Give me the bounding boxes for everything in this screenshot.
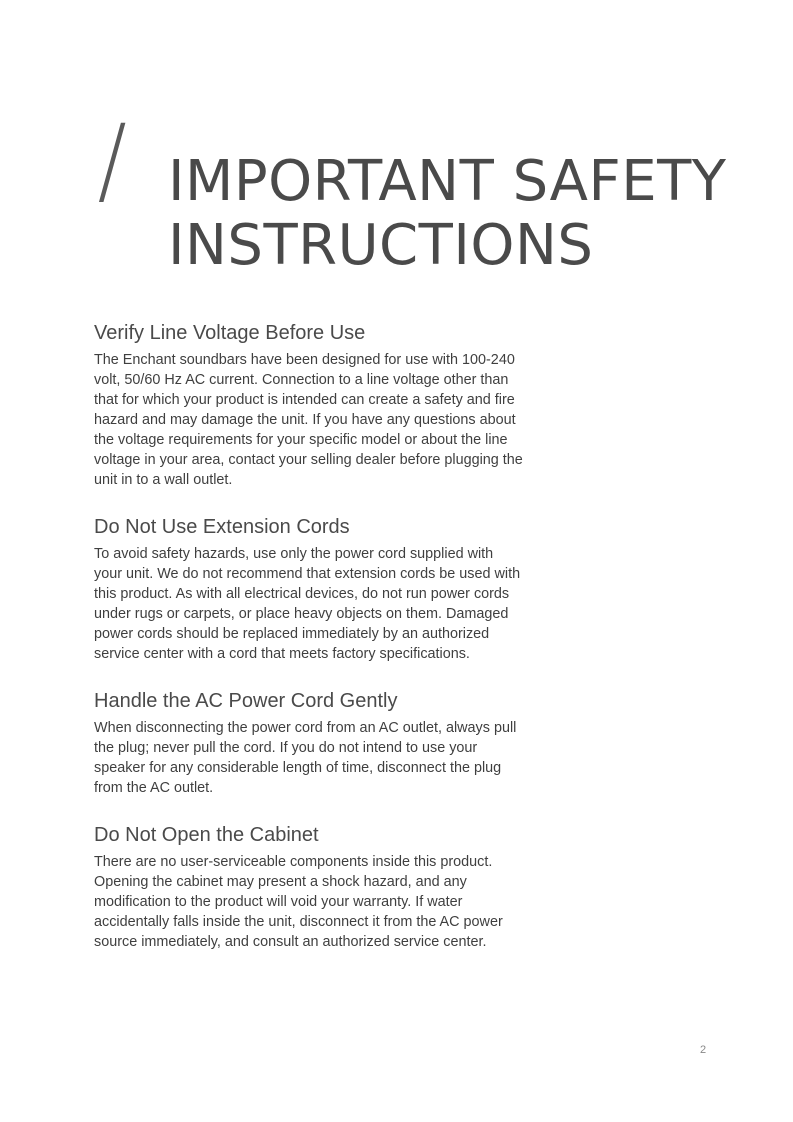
page-title	[168, 150, 726, 278]
section-heading: Do Not Use Extension Cords	[94, 516, 350, 538]
section-line-voltage	[94, 320, 524, 490]
section-heading: Handle the AC Power Cord Gently	[94, 690, 398, 712]
section-heading: Verify Line Voltage Before Use	[94, 322, 366, 344]
title-slash-mark: /	[97, 104, 127, 216]
section-power-cord	[94, 688, 524, 798]
page-title-line-1: IMPORTANT SAFETY	[168, 149, 727, 214]
page-title-line-2: INSTRUCTIONS	[168, 213, 594, 278]
section-body: There are no user-serviceable components inside this product. Opening the cabinet may present a shock hazard, and any modification to the product will void your warranty. If water accidentally falls inside the unit, disconnect it from the AC power source immediately, and consult an authorized service center.	[94, 854, 503, 950]
section-body: To avoid safety hazards, use only the power cord supplied with your unit. We do not recommend that extension cords be used with this product. As with all electrical devices, do not run power cords under rugs or carpets, or place heavy objects on them. Damaged power cords should be replaced immediately by an authorized service center with a cord that meets factory specifications.	[94, 546, 521, 662]
page-number: 2	[700, 1044, 707, 1056]
section-cabinet	[94, 822, 524, 952]
section-heading: Do Not Open the Cabinet	[94, 824, 319, 846]
safety-sections	[94, 320, 524, 976]
section-body: The Enchant soundbars have been designed for use with 100-240 volt, 50/60 Hz AC current. Connection to a line voltage other than that for which your product is intended can create a safety and fire hazard and may damage the unit. If you have any questions about the voltage requirements for your specific model or about the line voltage in your area, contact your selling dealer before plugging the unit in to a wall outlet.	[94, 352, 523, 488]
section-body: When disconnecting the power cord from an AC outlet, always pull the plug; never pull the cord. If you do not intend to use your speaker for any considerable length of time, disconnect the plug from the AC outlet.	[94, 720, 517, 796]
section-extension-cords	[94, 514, 524, 664]
